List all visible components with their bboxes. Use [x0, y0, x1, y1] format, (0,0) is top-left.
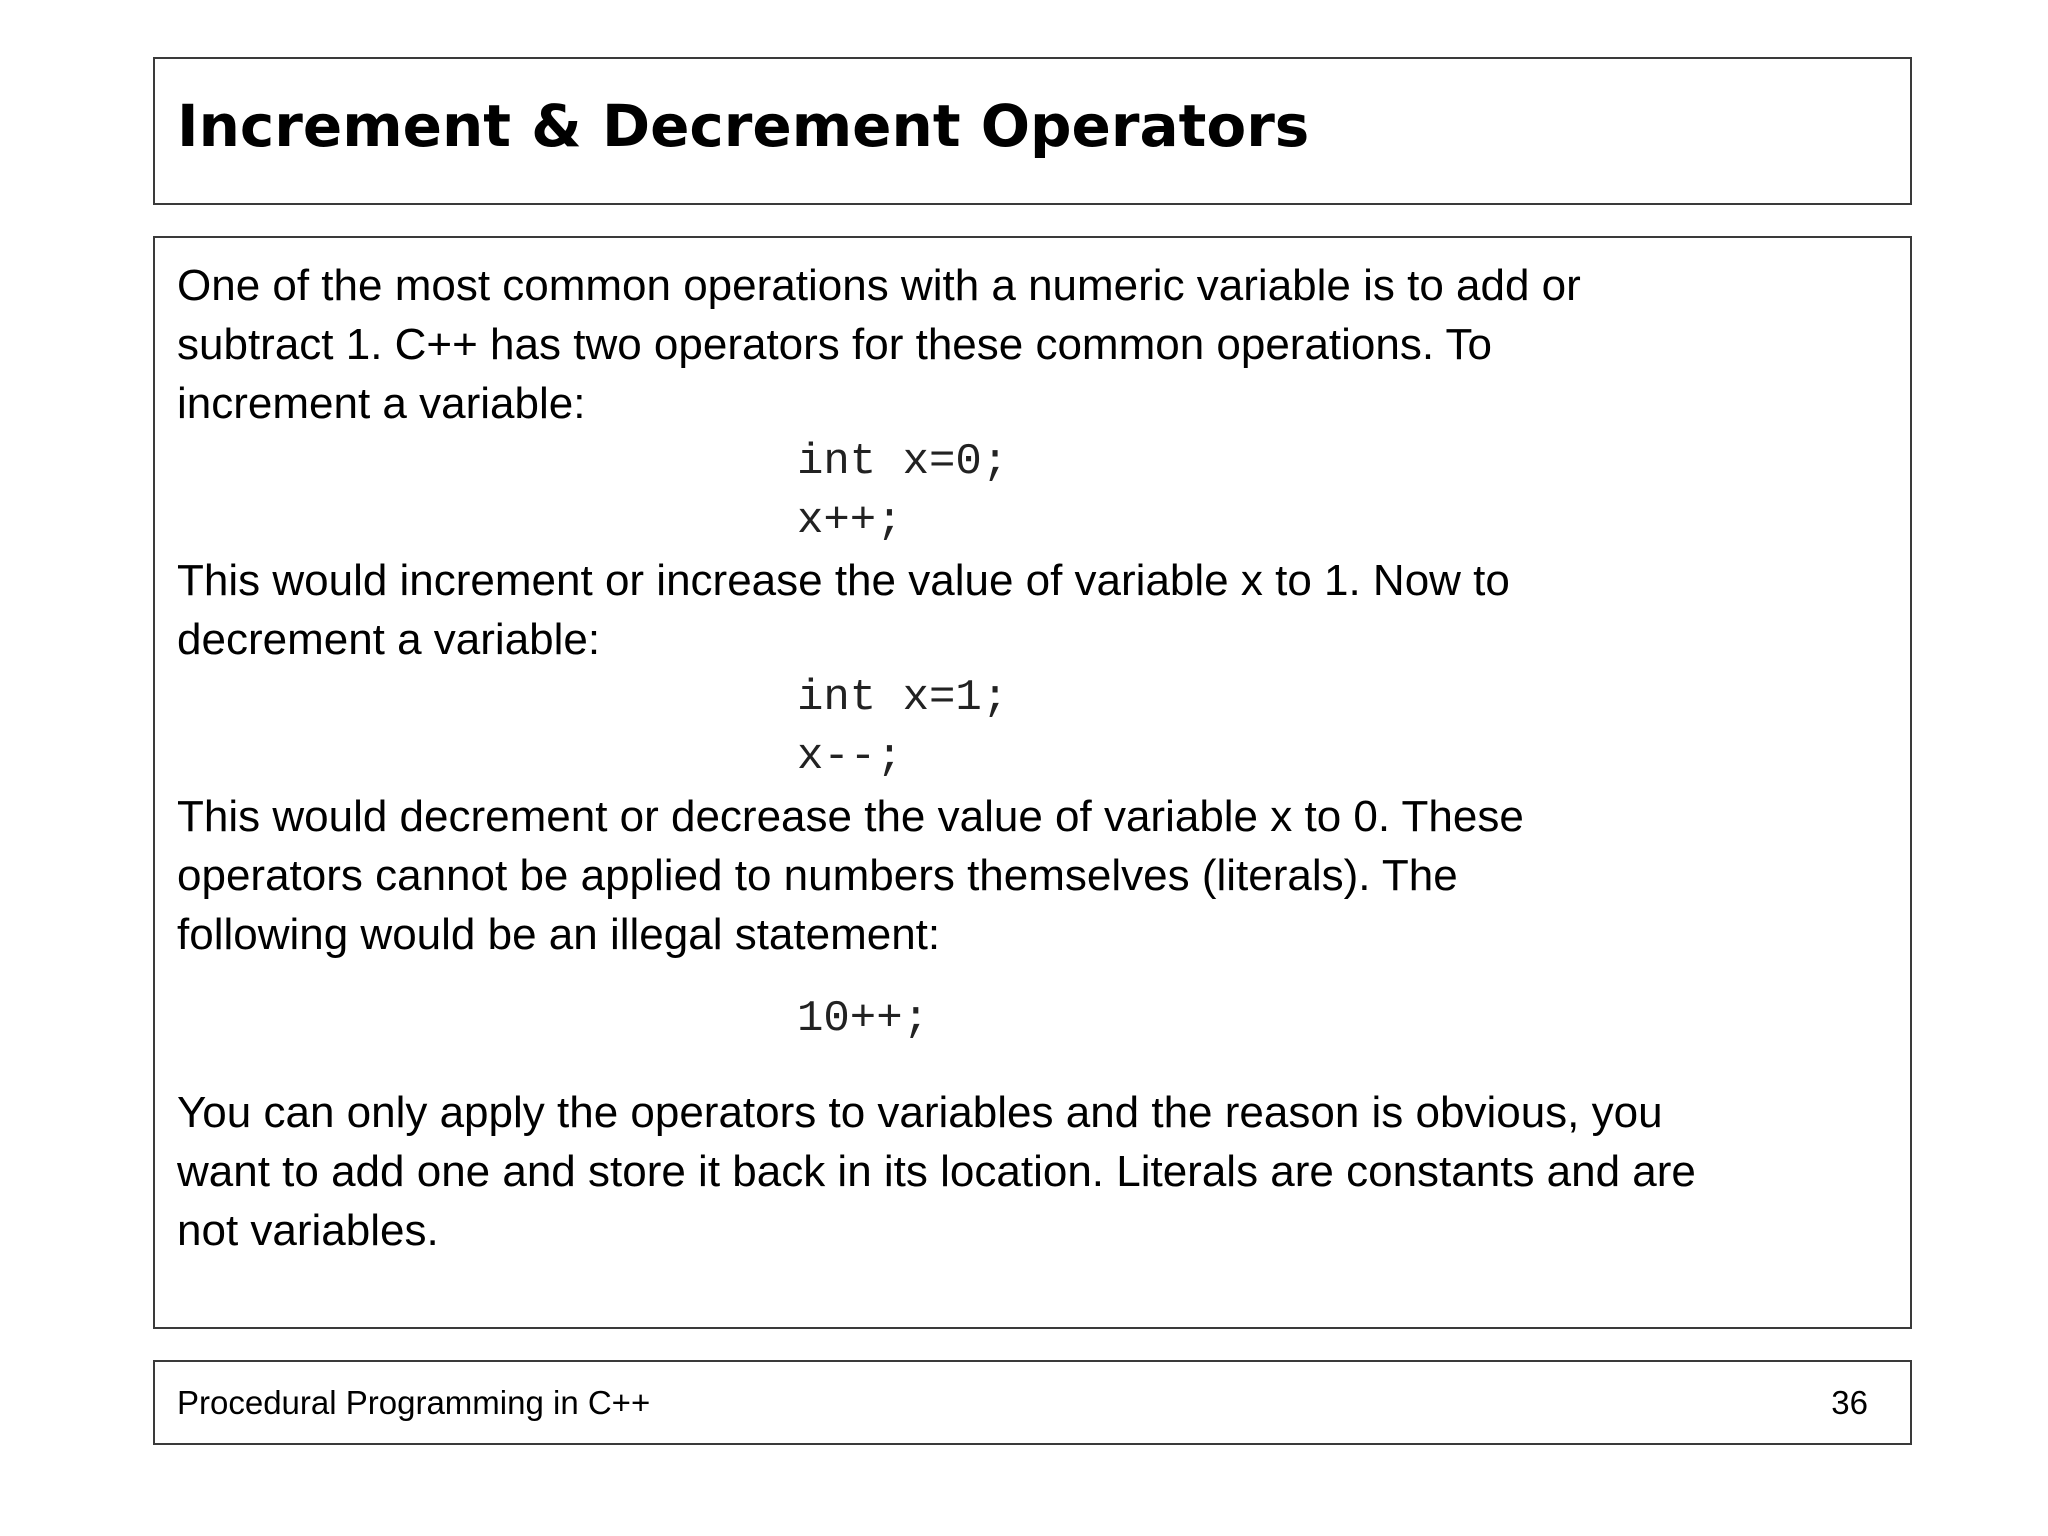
code-line: 10++; [797, 994, 930, 1044]
footer-box [153, 1360, 1912, 1445]
body-line: want to add one and store it back in its location. Literals are constants and are [177, 1147, 1696, 1196]
body-line: This would increment or increase the value of variable x to 1. Now to [177, 556, 1510, 605]
content-box [153, 236, 1912, 1329]
code-line: x--; [797, 732, 903, 782]
code-line: int x=0; [797, 437, 1009, 487]
body-line: not variables. [177, 1206, 439, 1255]
body-line: increment a variable: [177, 379, 586, 428]
slide-body [177, 256, 1897, 1260]
code-line: x++; [797, 496, 903, 546]
body-line: subtract 1. C++ has two operators for these common operations. To [177, 320, 1492, 369]
body-line: operators cannot be applied to numbers themselves (literals). The [177, 851, 1458, 900]
body-line: One of the most common operations with a numeric variable is to add or [177, 261, 1581, 310]
body-line: following would be an illegal statement: [177, 910, 941, 959]
body-line: This would decrement or decrease the value of variable x to 0. These [177, 792, 1524, 841]
title-box [153, 57, 1912, 205]
body-line: You can only apply the operators to variables and the reason is obvious, you [177, 1088, 1663, 1137]
code-line: int x=1; [797, 673, 1009, 723]
body-line: decrement a variable: [177, 615, 601, 664]
page-number: 36 [1831, 1384, 1868, 1421]
slide-title: Increment & Decrement Operators [177, 92, 1310, 160]
footer-course-title: Procedural Programming in C++ [177, 1384, 651, 1421]
